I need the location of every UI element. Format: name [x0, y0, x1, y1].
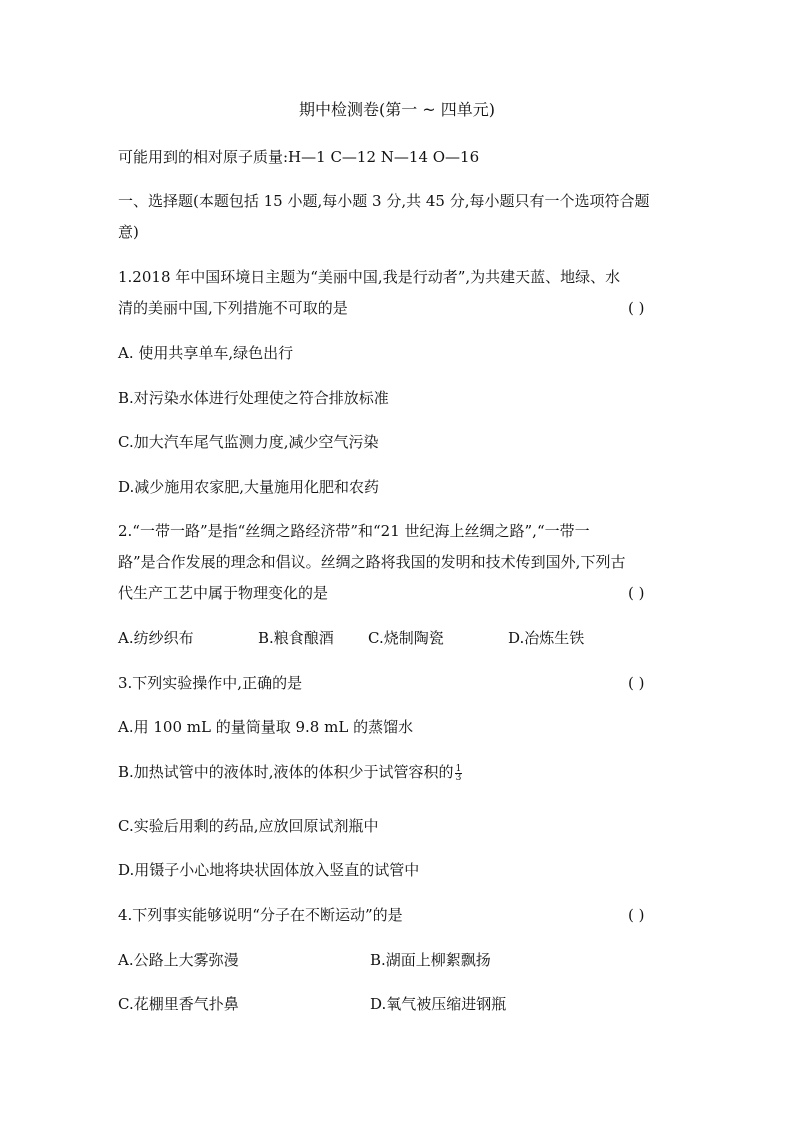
option-a: A. 使用共享单车,绿色出行	[118, 344, 294, 362]
option-b: B.湖面上柳絮飘扬	[370, 951, 491, 969]
answer-parentheses: ( )	[628, 299, 645, 317]
option-d: D.用镊子小心地将块状固体放入竖直的试管中	[118, 861, 420, 879]
option-c: C.烧制陶瓷	[368, 629, 444, 647]
option-b: B.粮食酿酒	[258, 629, 334, 647]
answer-parentheses: ( )	[628, 584, 645, 602]
atomic-mass-note: 可能用到的相对原子质量:H—1 C—12 N—14 O—16	[118, 148, 480, 166]
question-3-stem: 3.下列实验操作中,正确的是	[118, 674, 303, 692]
option-c: C.实验后用剩的药品,应放回原试剂瓶中	[118, 817, 379, 835]
option-a: A.公路上大雾弥漫	[118, 951, 239, 969]
option-c: C.加大汽车尾气监测力度,减少空气污染	[118, 433, 379, 451]
section-heading-line1: 一、选择题(本题包括 15 小题,每小题 3 分,共 45 分,每小题只有一个选项符合题	[118, 192, 650, 210]
option-a: A.纺纱织布	[118, 629, 194, 647]
question-4-stem: 4.下列事实能够说明“分子在不断运动”的是	[118, 906, 403, 924]
option-b	[118, 762, 462, 782]
section-heading-line2: 意)	[118, 223, 139, 241]
option-d: D.冶炼生铁	[508, 629, 585, 647]
answer-parentheses: ( )	[628, 674, 645, 692]
answer-parentheses: ( )	[628, 906, 645, 924]
option-d: D.减少施用农家肥,大量施用化肥和农药	[118, 478, 380, 496]
option-a: A.用 100 mL 的量筒量取 9.8 mL 的蒸馏水	[118, 718, 414, 736]
question-2-stem-line2: 路”是合作发展的理念和倡议。丝绸之路将我国的发明和技术传到国外,下列古	[118, 553, 626, 571]
fraction-numerator: 1	[455, 763, 462, 774]
option-b-text: B.加热试管中的液体时,液体的体积少于试管容积的	[118, 763, 454, 781]
question-1-stem-line1: 1.2018 年中国环境日主题为“美丽中国,我是行动者”,为共建天蓝、地绿、水	[118, 268, 621, 286]
question-1-stem-line2: 清的美丽中国,下列措施不可取的是	[118, 299, 348, 317]
option-d: D.氧气被压缩进钢瓶	[370, 995, 507, 1013]
question-2-stem-line3: 代生产工艺中属于物理变化的是	[118, 584, 329, 602]
option-b: B.对污染水体进行处理使之符合排放标准	[118, 389, 389, 407]
page-title: 期中检测卷(第一 ~ 四单元)	[298, 100, 496, 119]
fraction-denominator: 3	[455, 772, 462, 783]
option-c: C.花棚里香气扑鼻	[118, 995, 239, 1013]
fraction-one-third	[455, 765, 463, 782]
question-2-stem-line1: 2.“一带一路”是指“丝绸之路经济带”和“21 世纪海上丝绸之路”,“一带一	[118, 522, 590, 540]
